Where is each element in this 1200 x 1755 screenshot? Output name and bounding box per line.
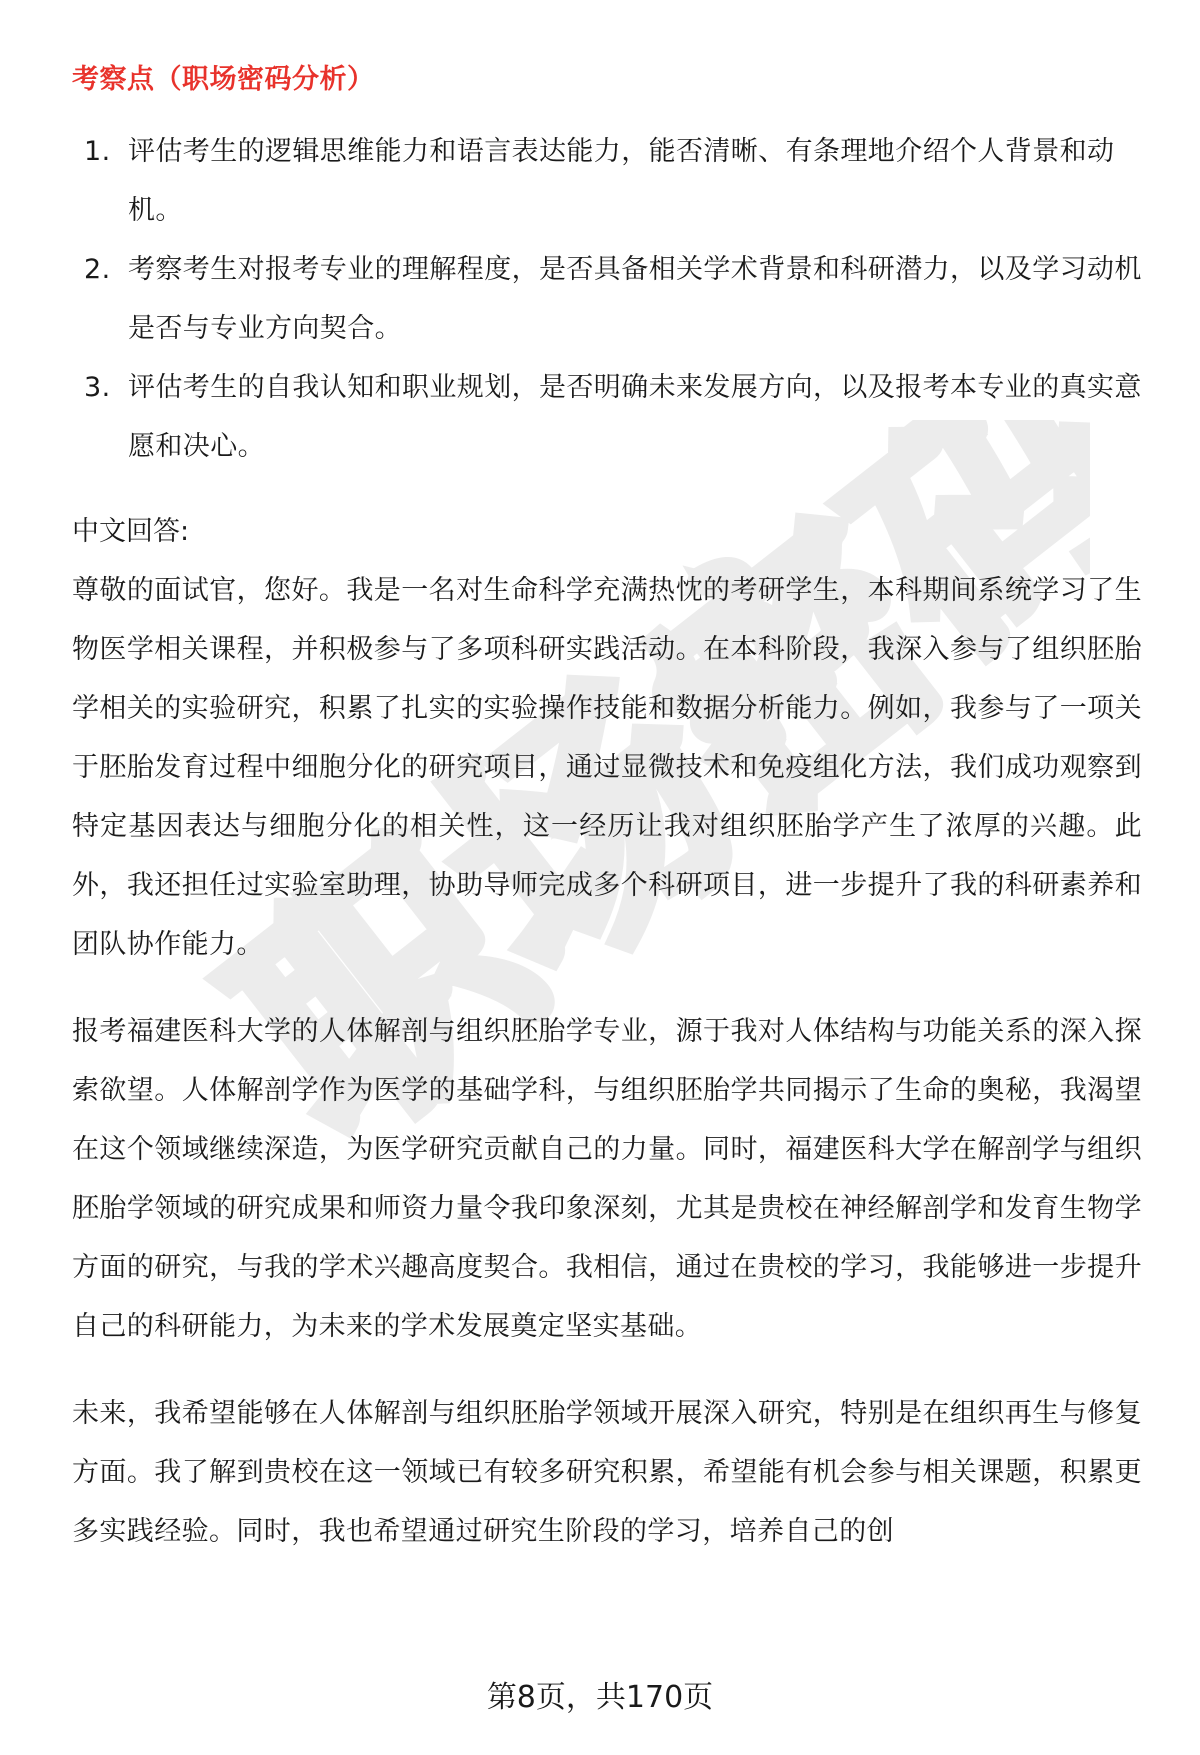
answer-paragraph: 尊敬的面试官，您好。我是一名对生命科学充满热忱的考研学生，本科期间系统学习了生物医学相关课程，并积极参与了多项科研实践活动。在本科阶段，我深入参与了组织胚胎学相关的实验研究，积累了扎实的实验操作技能和数据分析能力。例如，我参与了一项关于胚胎发育过程中细胞分化的研究项目，通过显微技术和免疫组化方法，我们成功观察到特定基因表达与细胞分化的相关性，这一经历让我对组织胚胎学产生了浓厚的兴趣。此外，我还担任过实验室助理，协助导师完成多个科研项目，进一步提升了我的科研素养和团队协作能力。 [72,575,1142,960]
list-item-number: 3. [84,372,111,403]
list-item [72,240,1142,358]
page-content [72,58,1142,1589]
section-heading: 考察点（职场密码分析） [72,64,375,95]
list-item-text: 考察考生对报考专业的理解程度，是否具备相关学术背景和科研潜力，以及学习动机是否与专业方向契合。 [128,254,1142,344]
assessment-points-list [72,122,1142,476]
list-item-number: 2. [84,254,111,285]
list-item [72,122,1142,240]
list-item-text: 评估考生的自我认知和职业规划，是否明确未来发展方向，以及报考本专业的真实意愿和决心。 [128,372,1142,462]
list-item-number: 1. [84,136,111,167]
answer-paragraph: 未来，我希望能够在人体解剖与组织胚胎学领域开展深入研究，特别是在组织再生与修复方面。我了解到贵校在这一领域已有较多研究积累，希望能有机会参与相关课题，积累更多实践经验。同时，我也希望通过研究生阶段的学习，培养自己的创 [72,1398,1142,1547]
answer-label: 中文回答: [72,516,190,547]
answer-paragraph: 报考福建医科大学的人体解剖与组织胚胎学专业，源于我对人体结构与功能关系的深入探索欲望。人体解剖学作为医学的基础学科，与组织胚胎学共同揭示了生命的奥秘，我渴望在这个领域继续深造，为医学研究贡献自己的力量。同时，福建医科大学在解剖学与组织胚胎学领域的研究成果和师资力量令我印象深刻，尤其是贵校在神经解剖学和发育生物学方面的研究，与我的学术兴趣高度契合。我相信，通过在贵校的学习，我能够进一步提升自己的科研能力，为未来的学术发展奠定坚实基础。 [72,1016,1142,1342]
list-item [72,358,1142,476]
list-item-text: 评估考生的逻辑思维能力和语言表达能力，能否清晰、有条理地介绍个人背景和动机。 [128,136,1115,226]
page-number-footer: 第8页，共170页 [486,1680,714,1715]
watermark-text: 职场密码 [190,420,1090,1180]
